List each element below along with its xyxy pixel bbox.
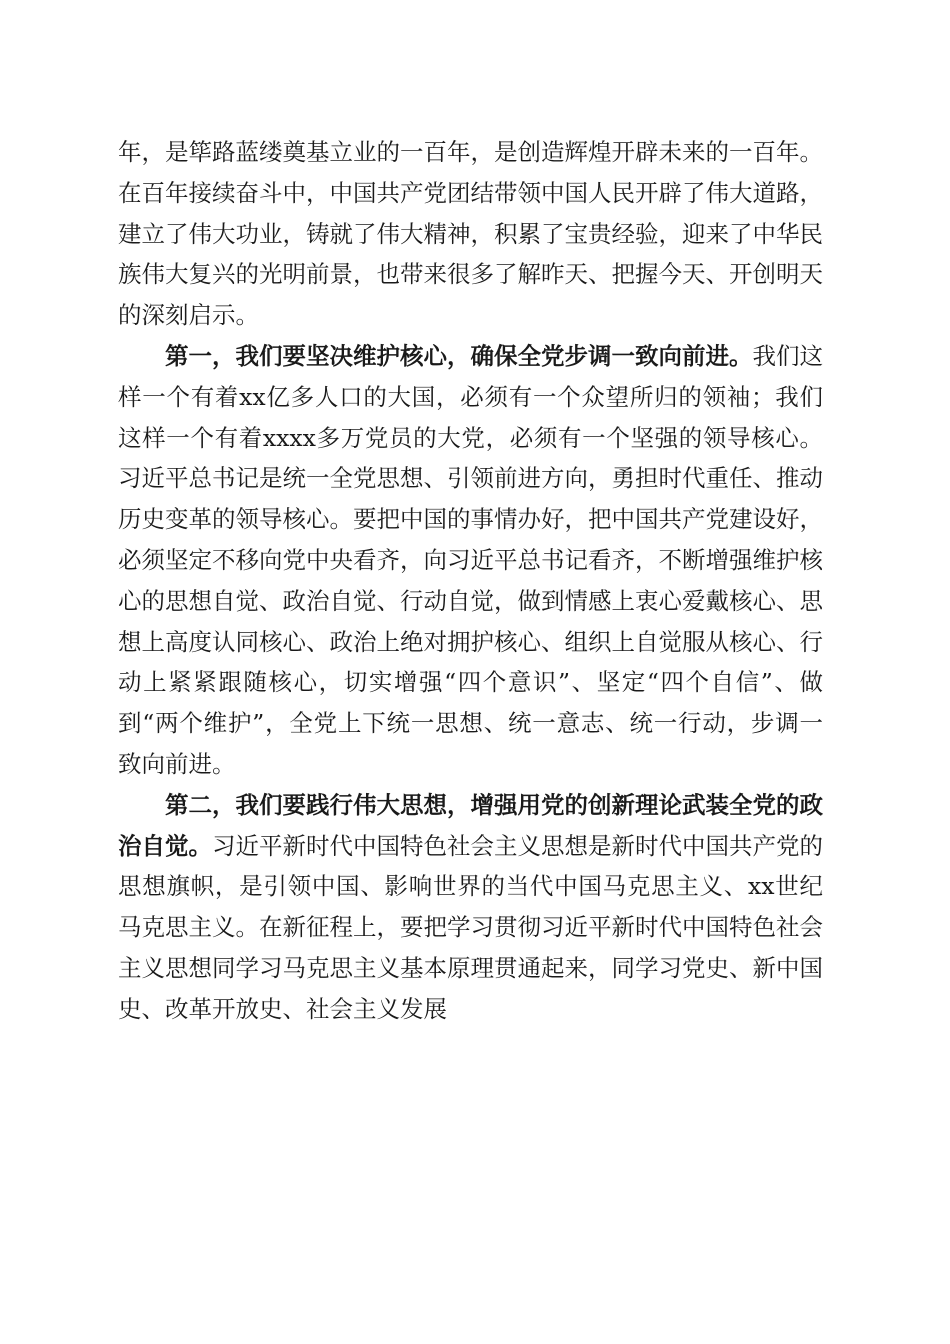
paragraph-continuation [118,132,823,336]
paragraph-point-one [118,336,823,785]
paragraph-lead-heading: 第一，我们要坚决维护核心，确保全党步调一致向前进。 [165,341,753,370]
paragraph-point-two [118,785,823,1030]
paragraph-lead-heading: 第二，我们要践行伟大思想，增强用党的创新理论武装全党的政治自觉。 [118,790,823,860]
paragraph-body: 年，是筚路蓝缕奠基立业的一百年，是创造辉煌开辟未来的一百年。在百年接续奋斗中，中国共产党团结带领中国人民开辟了伟大道路，建立了伟大功业，铸就了伟大精神，积累了宝贵经验，迎来了中华民族伟大复兴的光明前景，也带来很多了解昨天、把握今天、开创明天的深刻启示。 [118,138,823,330]
paragraph-body: 我们这样一个有着xx亿多人口的大国，必须有一个众望所归的领袖；我们这样一个有着xxxx多万党员的大党，必须有一个坚强的领导核心。习近平总书记是统一全党思想、引领前进方向，勇担时代重任、推动历史变革的领导核心。要把中国的事情办好，把中国共产党建设好，必须坚定不移向党中央看齐，向习近平总书记看齐，不断增强维护核心的思想自觉、政治自觉、行动自觉，做到情感上衷心爱戴核心、思想上高度认同核心、政治上绝对拥护核心、组织上自觉服从核心、行动上紧紧跟随核心，切实增强“四个意识”、坚定“四个自信”、做到“两个维护”，全党上下统一思想、统一意志、统一行动，步调一致向前进。 [118,341,823,778]
document-page [118,132,823,1030]
paragraph-body: 习近平新时代中国特色社会主义思想是新时代中国共产党的思想旗帜，是引领中国、影响世界的当代中国马克思主义、xx世纪马克思主义。在新征程上，要把学习贯彻习近平新时代中国特色社会主义思想同学习马克思主义基本原理贯通起来，同学习党史、新中国史、改革开放史、社会主义发展 [118,831,823,1023]
